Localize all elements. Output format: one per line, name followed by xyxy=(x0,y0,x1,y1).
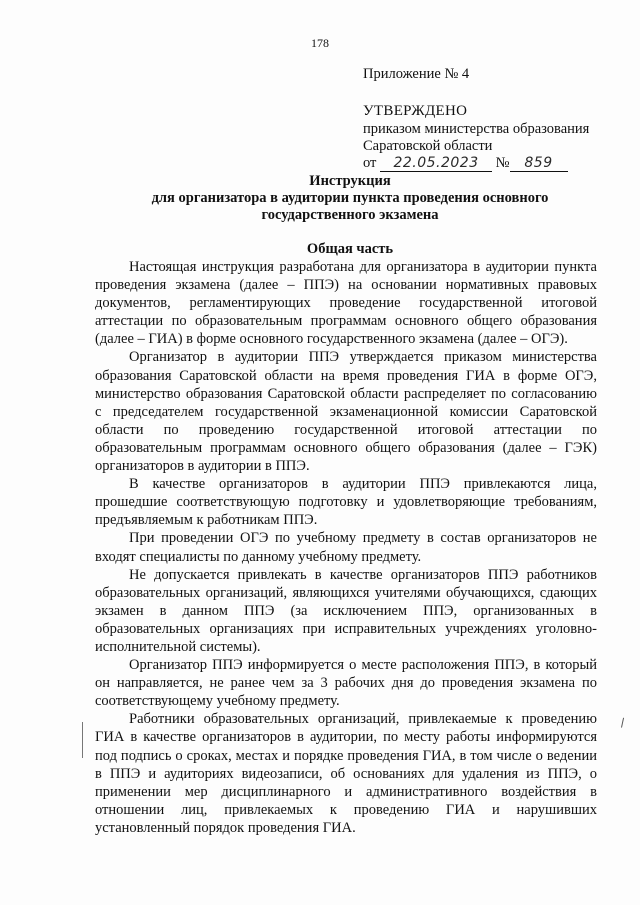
date-prefix: от xyxy=(363,155,377,171)
scan-tick-mark xyxy=(621,718,627,729)
document-body xyxy=(95,258,597,837)
page-number: 178 xyxy=(311,36,329,50)
paragraph: В качестве организаторов в аудитории ППЭ привлекаются лица, прошедшие соответствующую подготовку и удовлетворяющие требованиям, предъявляемым к работникам ППЭ. xyxy=(95,476,597,529)
paragraph: Организатор ППЭ информируется о месте расположения ППЭ, в который он направляется, не ранее чем за 3 рабочих дня до проведения экзамена по соответствующему учебному предмету. xyxy=(95,657,597,710)
paragraph: При проведении ОГЭ по учебному предмету в состав организаторов не входят специалисты по данному учебному предмету. xyxy=(95,530,597,565)
approval-stamp-heading: УТВЕРЖДЕНО xyxy=(363,103,468,119)
title-line-1: Инструкция xyxy=(309,173,391,189)
paragraph: Работники образовательных организаций, привлекаемые к проведению ГИА в качестве организаторов в аудитории, по месту работы информируются под подпись о сроках, местах и порядке проведения ГИА, в том числе о ведении в ППЭ и аудиториях видеозаписи, об основаниях для удаления из ППЭ, о применении мер дисциплинарного и административного воздействия в отношении лиц, привлекаемых к проведению ГИА и нарушивших установленный порядок проведения ГИА. xyxy=(95,711,597,836)
handwritten-order-number: 859 xyxy=(510,156,568,172)
paragraph: Организатор в аудитории ППЭ утверждается приказом министерства образования Саратовской области на время проведения ГИА в форме ОГЭ, министерство образования Саратовской области распределяет по согласованию с председателем государственной экзаменационной комиссии Саратовской области по проведению государственной итоговой аттестации по образовательным программам основного общего образования (далее – ГЭК) организаторов в аудитории в ППЭ. xyxy=(95,349,597,475)
handwritten-date: 22.05.2023 xyxy=(380,156,492,172)
paragraph: Не допускается привлекать в качестве организаторов ППЭ работников образовательных организаций, являющихся учителями обучающихся, сдающих экзамен в данном ППЭ (за исключением ППЭ, организованных в образовательных организациях при исправительных учреждениях уголовно-исполнительной системы). xyxy=(95,566,597,655)
margin-mark xyxy=(82,722,91,758)
paragraph: Настоящая инструкция разработана для организатора в аудитории пункта проведения экзамена (далее – ППЭ) на основании нормативных правовых документов, регламентирующих проведение государственной итоговой аттестации по образовательным программам основного общего образования (далее – ГИА) в форме основного государственного экзамена (далее – ОГЭ). xyxy=(95,259,597,348)
order-line-2: Саратовской области xyxy=(363,138,493,154)
order-line-1: приказом министерства образования xyxy=(363,121,590,137)
order-date-line xyxy=(363,155,613,172)
title-line-2: для организатора в аудитории пункта проведения основного xyxy=(151,190,549,206)
number-prefix: № xyxy=(495,155,510,171)
appendix-label: Приложение № 4 xyxy=(363,66,470,82)
section-heading: Общая часть xyxy=(306,241,394,257)
approval-order-block xyxy=(363,121,613,172)
document-title xyxy=(95,173,605,224)
title-line-3: государственного экзамена xyxy=(261,207,439,223)
